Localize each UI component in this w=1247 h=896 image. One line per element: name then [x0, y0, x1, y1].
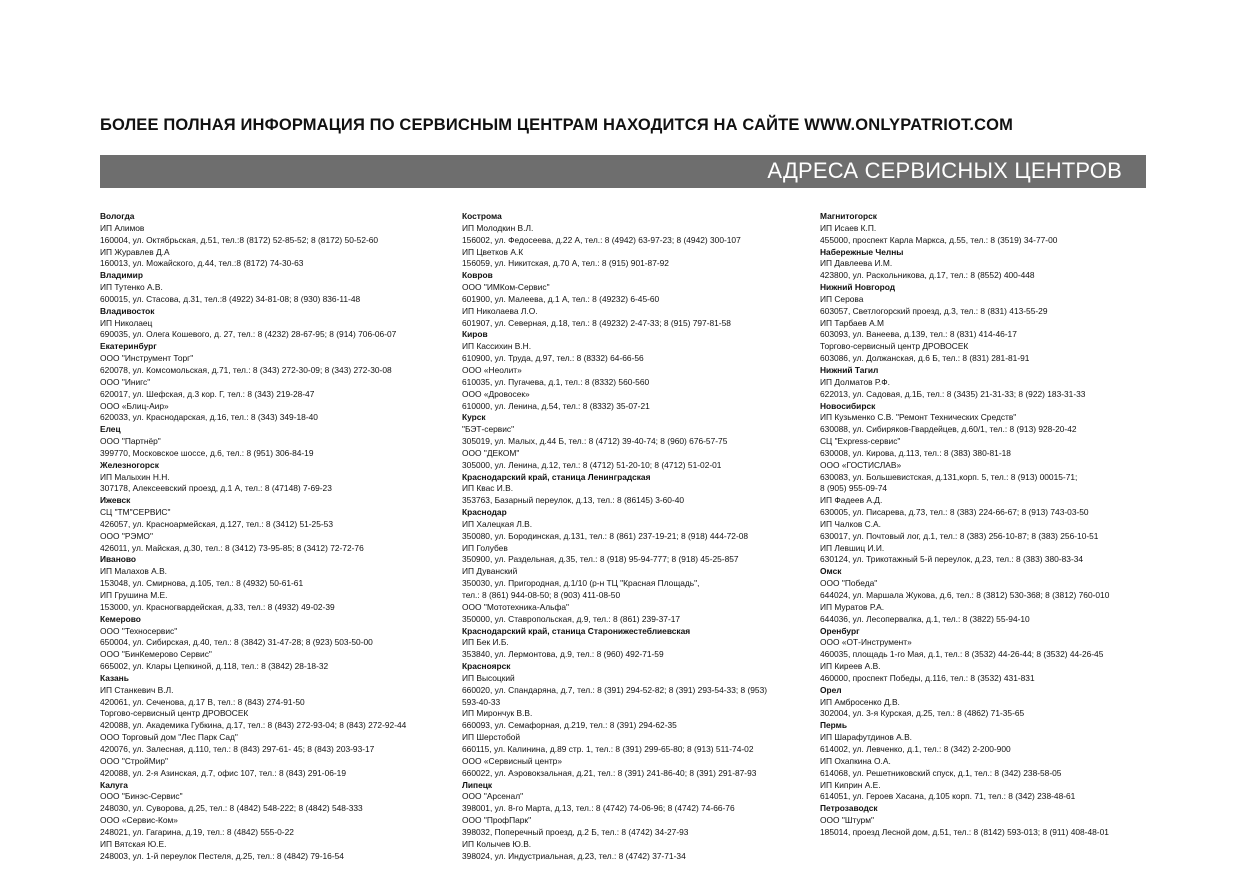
service-center-line: СЦ "ТМ"СЕРВИС" — [100, 507, 171, 518]
service-center-line: ИП Цветков А.К — [462, 246, 524, 257]
service-center-line: ООО "Штурм" — [820, 815, 874, 826]
service-center-line: ООО "Арсенал" — [462, 791, 524, 802]
service-center-line: ИП Высоцкий — [462, 672, 515, 683]
service-center-line: ООО «ГОСТИСЛАВ» — [820, 459, 902, 470]
section-header-bar — [100, 155, 1146, 188]
service-center-line: 601900, ул. Малеева, д.1 А, тел.: 8 (49232) 6-45-60 — [462, 293, 660, 304]
city-heading: Краснодарский край, станица Ленинградская — [462, 471, 651, 482]
service-center-line: ИП Шарафутдинов А.В. — [820, 732, 913, 743]
service-center-line: ИП Халецкая Л.В. — [462, 518, 533, 529]
service-center-line: 650004, ул. Сибирская, д.40, тел.: 8 (3842) 31-47-28; 8 (923) 503-50-00 — [100, 637, 373, 648]
service-center-line: 420076, ул. Залесная, д.110, тел.: 8 (843) 297-61- 45; 8 (843) 203-93-17 — [100, 743, 375, 754]
service-center-line: 248021, ул. Гагарина, д.19, тел.: 8 (4842) 555-0-22 — [100, 826, 294, 837]
service-center-line: 305019, ул. Малых, д.44 Б, тел.: 8 (4712) 39-40-74; 8 (960) 676-57-75 — [462, 436, 728, 447]
service-center-line: 660093, ул. Семафорная, д.219, тел.: 8 (391) 294-62-35 — [462, 720, 677, 731]
column-2 — [462, 211, 807, 862]
service-center-line: 160004, ул. Октябрьская, д.51, тел.:8 (8172) 52-85-52; 8 (8172) 50-52-60 — [100, 234, 379, 245]
service-center-line: 690035, ул. Олега Кошевого, д. 27, тел.: 8 (4232) 28-67-95; 8 (914) 706-06-07 — [100, 329, 397, 340]
service-center-line: ИП Грушина М.Е. — [100, 590, 168, 600]
service-center-line: ИП Николаева Л.О. — [462, 305, 538, 316]
service-center-line: 610035, ул. Пугачева, д.1, тел.: 8 (8332) 560-560 — [462, 376, 650, 387]
city-heading: Красноярск — [462, 661, 511, 672]
service-center-line: ООО "Техносервис" — [100, 625, 178, 636]
service-center-line: 620017, ул. Шефская, д.3 кор. Г, тел.: 8 (343) 219-28-47 — [100, 388, 315, 399]
city-heading: Оренбург — [820, 625, 860, 636]
service-center-line: 660115, ул. Калинина, д.89 стр. 1, тел.: 8 (391) 299-65-80; 8 (913) 511-74-02 — [462, 743, 754, 754]
service-center-line: ООО "Инигс" — [100, 376, 151, 387]
service-center-line: ИП Серова — [820, 293, 864, 304]
service-center-line: ООО "Партнёр" — [100, 436, 161, 447]
service-center-line: 8 (905) 955-09-74 — [820, 483, 888, 494]
service-center-line: 600015, ул. Стасова, д.31, тел.:8 (4922) 34-81-08; 8 (930) 836-11-48 — [100, 293, 361, 304]
service-center-line: ООО "Инструмент Торг" — [100, 353, 194, 364]
service-center-line: 610900, ул. Труда, д.97, тел.: 8 (8332) 64-66-56 — [462, 353, 644, 364]
service-center-line: 423800, ул. Раскольникова, д.17, тел.: 8 (8552) 400-448 — [820, 270, 1035, 281]
city-heading: Курск — [462, 412, 486, 423]
city-heading: Новосибирск — [820, 400, 876, 411]
city-heading: Железногорск — [100, 459, 159, 470]
service-center-line: 610000, ул. Ленина, д.54, тел.: 8 (8332) 35-07-21 — [462, 400, 650, 411]
city-heading: Екатеринбург — [100, 341, 157, 352]
city-heading: Владимир — [100, 270, 143, 281]
service-center-line: 622013, ул. Садовая, д.1Б, тел.: 8 (3435) 21-31-33; 8 (922) 183-31-33 — [820, 388, 1086, 399]
service-center-line: ИП Исаев К.П. — [820, 222, 877, 233]
service-center-line: ООО Торговый дом "Лес Парк Сад" — [100, 732, 238, 743]
service-center-line: ИП Киприн А.Е. — [820, 779, 881, 790]
service-center-line: ИП Левшиц И.И. — [820, 542, 885, 553]
city-heading: Кострома — [462, 211, 502, 221]
city-heading: Краснодарский край, станица Старонижестеблиевская — [462, 625, 691, 636]
service-center-line: 399770, Московское шоссе, д.6, тел.: 8 (951) 306-84-19 — [100, 447, 314, 458]
city-heading: Калуга — [100, 779, 128, 790]
service-center-line: ИП Шерстобой — [462, 732, 521, 743]
service-center-line: ИП Николаец — [100, 317, 153, 328]
service-center-line: 156002, ул. Федосеева, д.22 А, тел.: 8 (4942) 63-97-23; 8 (4942) 300-107 — [462, 234, 741, 245]
service-center-line: 248003, ул. 1-й переулок Пестеля, д.25, тел.: 8 (4842) 79-16-54 — [100, 850, 344, 861]
service-center-line: ИП Колычев Ю.В. — [462, 838, 532, 849]
service-center-line: 630088, ул. Сибиряков-Гвардейцев, д.60/1, тел.: 8 (913) 928-20-42 — [820, 424, 1077, 435]
service-center-line: 307178, Алексеевский проезд, д.1 А, тел.: 8 (47148) 7-69-23 — [100, 483, 332, 494]
service-center-line: ООО "Мототехника-Альфа" — [462, 601, 569, 612]
service-center-line: ООО «Сервисный центр» — [462, 755, 562, 766]
service-center-line: тел.: 8 (861) 944-08-50; 8 (903) 411-08-50 — [462, 590, 621, 600]
service-center-line: ИП Кузьменко С.В. "Ремонт Технических Средств" — [820, 412, 1017, 423]
service-center-line: 660020, ул. Спандаряна, д.7, тел.: 8 (391) 294-52-82; 8 (391) 293-54-33; 8 (953) — [462, 684, 768, 695]
service-center-line: 614051, ул. Героев Хасана, д.105 корп. 71, тел.: 8 (342) 238-48-61 — [820, 791, 1076, 802]
service-center-line: "БЭТ-сервис" — [462, 424, 515, 435]
city-heading: Нижний Новгород — [820, 282, 896, 293]
city-heading: Ковров — [462, 270, 493, 281]
service-center-line: ООО "СтройМир" — [100, 755, 169, 766]
column-1 — [100, 211, 445, 862]
service-center-line: 350900, ул. Раздельная, д.35, тел.: 8 (918) 95-94-777; 8 (918) 45-25-857 — [462, 554, 739, 565]
city-heading: Пермь — [820, 720, 848, 731]
service-center-line: ИП Алимов — [100, 222, 145, 233]
service-center-line: 350000, ул. Ставропольская, д.9, тел.: 8 (861) 239-37-17 — [462, 613, 681, 624]
city-heading: Елец — [100, 424, 121, 435]
service-center-line: ИП Давлеева И.М. — [820, 258, 893, 269]
city-heading: Казань — [100, 672, 129, 683]
service-center-line: 630124, ул. Трикотажный 5-й переулок, д.23, тел.: 8 (383) 380-83-34 — [820, 554, 1084, 565]
city-heading: Иваново — [100, 554, 137, 565]
service-center-line: ИП Долматов Р.Ф. — [820, 376, 890, 387]
service-center-line: 420061, ул. Сеченова, д.17 В, тел.: 8 (843) 274-91-50 — [100, 696, 305, 707]
service-center-line: ИП Малахов А.В. — [100, 566, 167, 577]
service-center-line: 398001, ул. 8-го Марта, д.13, тел.: 8 (4742) 74-06-96; 8 (4742) 74-66-76 — [462, 803, 735, 814]
service-center-line: 630083, ул. Большевистская, д.131,корп. 5, тел.: 8 (913) 00015-71; — [820, 471, 1078, 482]
city-heading: Владивосток — [100, 305, 155, 316]
service-center-line: 426057, ул. Красноармейская, д.127, тел.: 8 (3412) 51-25-53 — [100, 518, 333, 529]
service-center-line: 614002, ул. Левченко, д.1, тел.: 8 (342) 2-200-900 — [820, 743, 1011, 754]
service-center-line: Торгово-сервисный центр ДРОВОСЕК — [100, 708, 249, 719]
service-center-line: ИП Мирончук В.В. — [462, 708, 533, 719]
service-center-line: ИП Голубев — [462, 542, 508, 553]
service-center-line: 353840, ул. Лермонтова, д.9, тел.: 8 (960) 492-71-59 — [462, 649, 664, 660]
city-heading: Ижевск — [100, 495, 131, 506]
service-center-line: 185014, проезд Лесной дом, д.51, тел.: 8 (8142) 593-013; 8 (911) 408-48-01 — [820, 826, 1109, 837]
service-center-line: ИП Фадеев А.Д. — [820, 495, 883, 506]
section-title: АДРЕСА СЕРВИСНЫХ ЦЕНТРОВ — [767, 158, 1122, 183]
city-heading: Краснодар — [462, 507, 507, 518]
service-center-line: 302004, ул. 3-я Курская, д.25, тел.: 8 (4862) 71-35-65 — [820, 708, 1025, 719]
service-center-line: 460035, площадь 1-го Мая, д.1, тел.: 8 (3532) 44-26-44; 8 (3532) 44-26-45 — [820, 649, 1104, 660]
service-center-line: 644024, ул. Маршала Жукова, д.6, тел.: 8 (3812) 530-368; 8 (3812) 760-010 — [820, 590, 1110, 600]
service-center-line: ИП Квас И.В. — [462, 483, 514, 494]
service-center-line: Торгово-сервисный центр ДРОВОСЕК — [820, 341, 969, 352]
service-center-line: ИП Муратов Р.А. — [820, 601, 885, 612]
service-center-line: ООО "ДЕКОМ" — [462, 447, 520, 458]
service-center-line: ИП Амбросенко Д.В. — [820, 696, 900, 707]
page-headline: БОЛЕЕ ПОЛНАЯ ИНФОРМАЦИЯ ПО СЕРВИСНЫМ ЦЕНТРАМ НАХОДИТСЯ НА САЙТЕ WWW.ONLYPATRIOT.COM — [100, 116, 1014, 134]
service-center-line: 601907, ул. Северная, д.18, тел.: 8 (49232) 2-47-33; 8 (915) 797-81-58 — [462, 317, 731, 328]
service-center-line: ИП Бек И.Б. — [462, 637, 509, 648]
service-center-line: ИП Тарбаев А.М — [820, 317, 885, 328]
service-center-line: ООО "ПрофПарк" — [462, 815, 532, 826]
city-heading: Нижний Тагил — [820, 364, 879, 375]
service-center-line: ООО "БинКемерово Сервис" — [100, 649, 212, 660]
service-center-line: 248030, ул. Суворова, д.25, тел.: 8 (4842) 548-222; 8 (4842) 548-333 — [100, 803, 363, 814]
service-center-line: ООО «Блиц-Аир» — [100, 400, 169, 411]
service-center-line: ИП Чалков С.А. — [820, 518, 881, 529]
service-center-line: СЦ "Express-сервис" — [820, 436, 901, 447]
city-heading: Липецк — [462, 779, 493, 790]
service-center-line: 603093, ул. Ванеева, д.139, тел.: 8 (831) 414-46-17 — [820, 329, 1017, 340]
service-center-line: ООО «Дровосек» — [462, 388, 530, 399]
service-center-line: ООО "РЭМО" — [100, 530, 153, 541]
service-center-line: ООО "Бинэс-Сервис" — [100, 791, 183, 802]
service-center-line: ИП Станкевич В.Л. — [100, 684, 174, 695]
service-center-line: 426011, ул. Майская, д.30, тел.: 8 (3412) 73-95-85; 8 (3412) 72-72-76 — [100, 542, 364, 553]
service-center-line: ИП Охапкина О.А. — [820, 755, 891, 766]
service-center-line: 420088, ул. 2-я Азинская, д.7, офис 107, тел.: 8 (843) 291-06-19 — [100, 767, 346, 778]
service-center-line: 660022, ул. Аэровокзальная, д.21, тел.: 8 (391) 241-86-40; 8 (391) 291-87-93 — [462, 767, 757, 778]
service-center-line: ООО «ОТ-Инструмент» — [820, 637, 912, 648]
service-center-line: ИП Киреев А.В. — [820, 661, 881, 672]
service-center-line: 156059, ул. Никитская, д.70 А, тел.: 8 (915) 901-87-92 — [462, 258, 669, 269]
service-center-line: 614068, ул. Решетниковский спуск, д.1, тел.: 8 (342) 238-58-05 — [820, 767, 1062, 778]
service-center-line: 665002, ул. Клары Цепкиной, д.118, тел.: 8 (3842) 28-18-32 — [100, 661, 329, 672]
service-center-line: 350030, ул. Пригородная, д.1/10 (р-н ТЦ "Красная Площадь", — [462, 578, 700, 589]
city-heading: Петрозаводск — [820, 803, 878, 814]
service-center-line: 153048, ул. Смирнова, д.105, тел.: 8 (4932) 50-61-61 — [100, 578, 304, 589]
service-center-line: ООО «Неолит» — [462, 364, 522, 375]
city-heading: Киров — [462, 329, 488, 340]
service-center-line: 620033, ул. Краснодарская, д.16, тел.: 8 (343) 349-18-40 — [100, 412, 318, 423]
service-center-line: ИП Тутенко А.В. — [100, 282, 163, 293]
service-center-line: 620078, ул. Комсомольская, д.71, тел.: 8 (343) 272-30-09; 8 (343) 272-30-08 — [100, 364, 392, 375]
service-center-line: ИП Молодкин В.Л. — [462, 222, 534, 233]
service-center-line: 153000, ул. Красногвардейская, д.33, тел.: 8 (4932) 49-02-39 — [100, 601, 335, 612]
service-center-line: 398024, ул. Индустриальная, д.23, тел.: 8 (4742) 37-71-34 — [462, 850, 686, 861]
service-center-line: ООО "Победа" — [820, 578, 878, 589]
service-center-line: 305000, ул. Ленина, д.12, тел.: 8 (4712) 51-20-10; 8 (4712) 51-02-01 — [462, 459, 722, 470]
service-center-line: ИП Журавлев Д.А — [100, 246, 170, 257]
city-heading: Магнитогорск — [820, 211, 877, 221]
service-center-line: 353763, Базарный переулок, д.13, тел.: 8 (86145) 3-60-40 — [462, 495, 685, 506]
city-heading: Орел — [820, 684, 842, 695]
service-center-line: ИП Вятская Ю.Е. — [100, 838, 167, 849]
service-center-line: ИП Кассихин В.Н. — [462, 341, 532, 352]
service-center-line: 630017, ул. Почтовый лог, д.1, тел.: 8 (383) 256-10-87; 8 (383) 256-10-51 — [820, 530, 1099, 541]
city-heading: Кемерово — [100, 613, 141, 624]
service-center-line: 630008, ул. Кирова, д.113, тел.: 8 (383) 380-81-18 — [820, 447, 1011, 458]
service-center-line: 644036, ул. Лесопервалка, д.1, тел.: 8 (3822) 55-94-10 — [820, 613, 1030, 624]
service-center-line: ИП Малыхин Н.Н. — [100, 471, 170, 482]
service-center-line: 630005, ул. Писарева, д.73, тел.: 8 (383) 224-66-67; 8 (913) 743-03-50 — [820, 507, 1089, 518]
service-center-line: 455000, проспект Карла Маркса, д.55, тел.: 8 (3519) 34-77-00 — [820, 234, 1058, 245]
service-center-line: ИП Дуванский — [462, 566, 518, 577]
service-center-line: 603057, Светлогорский проезд, д.3, тел.: 8 (831) 413-55-29 — [820, 305, 1048, 316]
service-center-line: 350080, ул. Бородинская, д.131, тел.: 8 (861) 237-19-21; 8 (918) 444-72-08 — [462, 530, 749, 541]
service-center-line: 603086, ул. Должанская, д.6 Б, тел.: 8 (831) 281-81-91 — [820, 353, 1030, 364]
service-center-line: 460000, проспект Победы, д.116, тел.: 8 (3532) 431-831 — [820, 672, 1035, 683]
city-heading: Вологда — [100, 211, 135, 221]
service-center-line: 398032, Поперечный проезд, д.2 Б, тел.: 8 (4742) 34-27-93 — [462, 826, 689, 837]
city-heading: Омск — [820, 566, 842, 577]
service-center-line: ООО "ИМКом-Сервис" — [462, 282, 550, 293]
service-center-line: ООО «Сервис-Ком» — [100, 815, 178, 826]
service-center-line: 420088, ул. Академика Губкина, д.17, тел.: 8 (843) 272-93-04; 8 (843) 272-92-44 — [100, 720, 407, 731]
service-center-line: 593-40-33 — [462, 696, 501, 707]
column-3 — [820, 211, 1150, 839]
city-heading: Набережные Челны — [820, 246, 904, 257]
service-center-line: 160013, ул. Можайского, д.44, тел.:8 (8172) 74-30-63 — [100, 258, 304, 269]
